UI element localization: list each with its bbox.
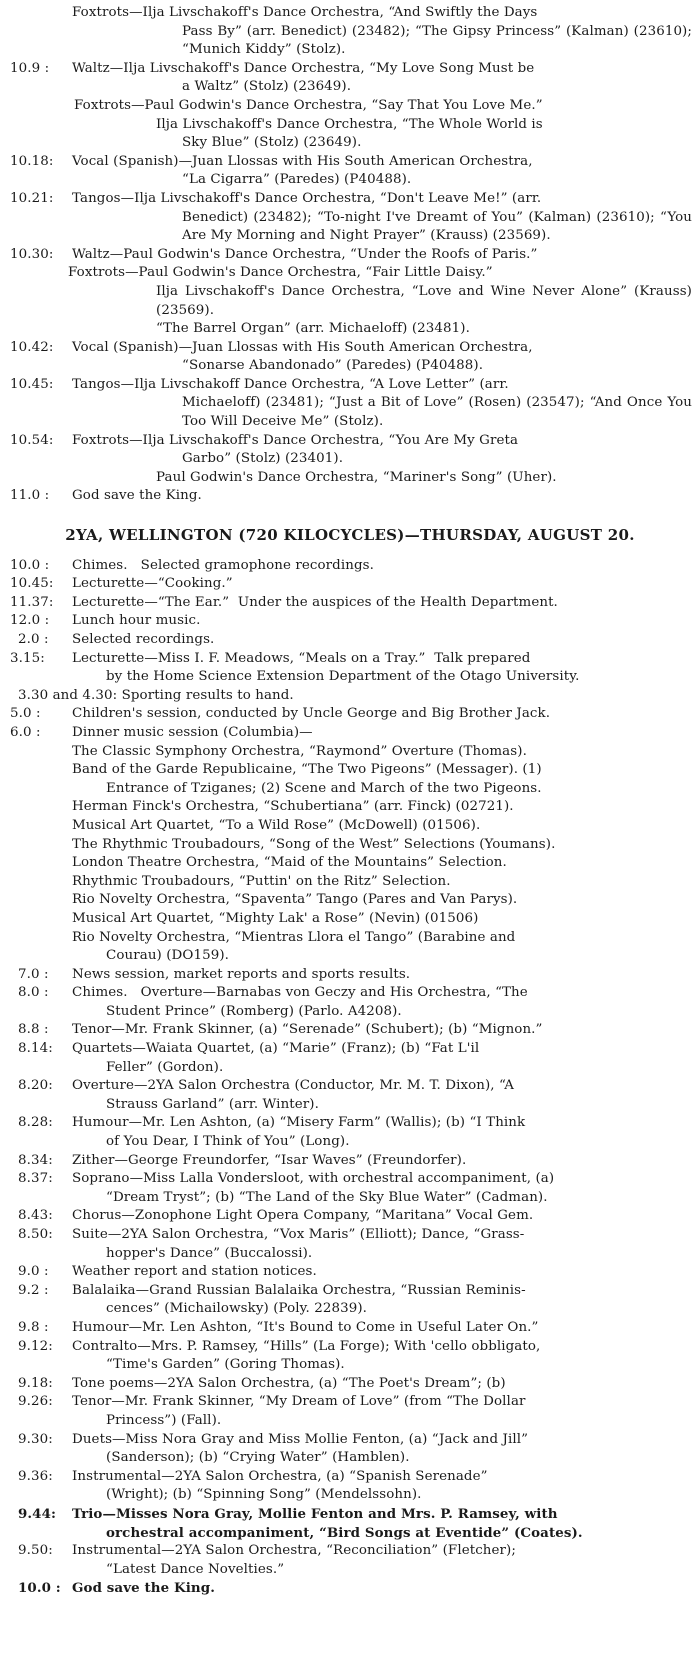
program-entry [0, 612, 700, 631]
entry-time: 3.15: [10, 650, 45, 666]
entry-time: 9.2 : [18, 1282, 49, 1298]
entry-time: 8.28: [18, 1115, 53, 1131]
program-entry [0, 1077, 700, 1114]
entry-line: Chimes. Overture—Barnabas von Geczy and His Orchestra, “The [72, 985, 528, 1001]
program-entry [0, 1393, 700, 1430]
entry-line: “Time's Garden” (Goring Thomas). [106, 1357, 345, 1373]
program-section [0, 557, 700, 1598]
entry-line: Lunch hour music. [72, 613, 201, 629]
program-entry [0, 97, 700, 153]
entry-line: Balalaika—Grand Russian Balalaika Orchestra, “Russian Reminis- [72, 1282, 526, 1298]
entry-line: Lecturette—“The Ear.” Under the auspices of the Health Department. [72, 594, 558, 610]
program-entry [0, 575, 700, 594]
entry-line: “The Barrel Organ” (arr. Michaeloff) (23481). [156, 321, 470, 337]
entry-time: 7.0 : [18, 966, 49, 982]
list-item: Entrance of Tziganes; (2) Scene and March of the two Pigeons. [106, 780, 542, 796]
entry-time: 5.0 : [10, 706, 41, 722]
program-entry [0, 1338, 700, 1375]
entry-line: Sporting results to hand. [121, 687, 294, 703]
entry-line: Princess”) (Fall). [106, 1412, 222, 1428]
entry-time: 10.45: [10, 376, 54, 392]
entry-line: Tenor—Mr. Frank Skinner, “My Dream of Love” (from “The Dollar [72, 1394, 526, 1410]
list-item: Rhythmic Troubadours, “Puttin' on the Ritz” Selection. [72, 873, 451, 889]
program-entry [0, 1431, 700, 1468]
entry-line: “Latest Dance Novelties.” [106, 1561, 285, 1577]
entry-line: Selected recordings. [72, 632, 215, 647]
program-entry [0, 1579, 700, 1598]
entry-line: Pass By” (arr. Benedict) (23482); “The Gipsy Princess” (Kalman) (23610); “Munich Kiddy” (Stolz). [182, 23, 692, 58]
station-heading: 2YA, WELLINGTON (720 KILOCYCLES)—THURSDAY, AUGUST 20. [65, 526, 635, 545]
program-entry [0, 1505, 700, 1542]
program-entry [0, 1152, 700, 1171]
entry-line: Benedict) (23482); “To-night I've Dreamt of You” (Kalman) (23610); “You Are My Morning and Night Prayer” (Krauss) (23569). [182, 209, 692, 244]
list-item: London Theatre Orchestra, “Maid of the Mountains” Selection. [72, 855, 507, 871]
entry-time: 10.30: [10, 246, 54, 262]
program-entry [0, 190, 700, 246]
program-entry [0, 246, 700, 339]
list-item: Band of the Garde Republicaine, “The Two Pigeons” (Messager). (1) [72, 762, 542, 778]
entry-line: Paul Godwin's Dance Orchestra, “Mariner's Song” (Uher). [156, 469, 557, 485]
program-entry [0, 594, 700, 613]
list-item: Herman Finck's Orchestra, “Schubertiana” (arr. Finck) (02721). [72, 799, 514, 815]
entry-time: 11.0 : [10, 488, 50, 504]
entry-line: Children's session, conducted by Uncle George and Big Brother Jack. [72, 706, 551, 722]
program-entry [0, 557, 700, 576]
entry-line: Tone poems—2YA Salon Orchestra, (a) “The Poet's Dream”; (b) [72, 1375, 506, 1391]
entry-time: 9.30: [18, 1431, 53, 1447]
entry-time: 8.50: [18, 1227, 53, 1242]
entry-line: Lecturette—Miss I. F. Meadows, “Meals on a Tray.” Talk prepared [72, 650, 531, 666]
entry-line: Humour—Mr. Len Ashton, “It's Bound to Come in Useful Later On.” [72, 1319, 539, 1335]
list-item: Musical Art Quartet, “Mighty Lak' a Rose” (Nevin) (01506) [72, 910, 479, 926]
entry-line: Foxtrots—Paul Godwin's Dance Orchestra, “Say That You Love Me.” [74, 97, 543, 113]
entry-time: 11.37: [10, 594, 54, 610]
program-entry [0, 1282, 700, 1319]
entry-time: 10.54: [10, 432, 54, 448]
entry-line: Foxtrots—Ilja Livschakoff's Dance Orchestra, “You Are My Greta [72, 432, 519, 448]
entry-line: Lecturette—“Cooking.” [72, 576, 233, 592]
entry-line: Tangos—Ilja Livschakoff's Dance Orchestra, “Don't Leave Me!” (arr. [72, 190, 542, 206]
entry-time: 9.18: [18, 1375, 53, 1391]
program-entry [0, 432, 700, 488]
entry-line: Instrumental—2YA Salon Orchestra, (a) “Spanish Serenade” [72, 1468, 488, 1484]
program-entry [0, 1226, 700, 1263]
program-entry [0, 724, 700, 966]
program-entry [0, 1468, 700, 1505]
entry-time: 10.0 : [18, 1580, 61, 1597]
entry-time: 6.0 : [10, 724, 41, 740]
entry-line: Michaeloff) (23481); “Just a Bit of Love” (Rosen) (23547); “And Once You Too Will Deceive Me” (Stolz). [182, 395, 692, 430]
entry-time: 9.36: [18, 1468, 53, 1484]
entry-line: God save the King. [72, 1580, 215, 1597]
continuation-section [0, 0, 700, 506]
program-entry [0, 687, 700, 706]
entry-line: Waltz—Paul Godwin's Dance Orchestra, “Under the Roofs of Paris.” [72, 246, 538, 262]
entry-time: 8.20: [18, 1078, 53, 1094]
entry-line: of You Dear, I Think of You” (Long). [106, 1134, 350, 1150]
entry-time: 10.18: [10, 153, 54, 169]
entry-time: 10.42: [10, 339, 54, 355]
entry-line: hopper's Dance” (Buccalossi). [106, 1245, 313, 1261]
entry-line: Foxtrots—Paul Godwin's Dance Orchestra, “Fair Little Daisy.” [68, 265, 493, 281]
entry-line: God save the King. [72, 488, 202, 504]
entry-line: News session, market reports and sports results. [72, 966, 411, 982]
program-entry [0, 487, 700, 506]
entry-line: Vocal (Spanish)—Juan Llossas with His South American Orchestra, [72, 153, 533, 169]
program-entry [0, 631, 700, 650]
entry-time: 8.14: [18, 1041, 53, 1057]
entry-line: “Sonarse Abandonado” (Paredes) (P40488). [182, 358, 484, 374]
entry-line: Suite—2YA Salon Orchestra, “Vox Maris” (Elliott); Dance, “Grass- [72, 1227, 525, 1242]
entry-line: Chorus—Zonophone Light Opera Company, “Maritana” Vocal Gem. [72, 1208, 534, 1224]
entry-time: 8.0 : [18, 985, 49, 1001]
entry-line: Duets—Miss Nora Gray and Miss Mollie Fenton, (a) “Jack and Jill” [72, 1431, 529, 1447]
program-entry [0, 1021, 700, 1040]
entry-time: 9.26: [18, 1394, 53, 1410]
entry-line: by the Home Science Extension Department of the Otago University. [106, 669, 580, 685]
entry-time: 8.37: [18, 1171, 53, 1187]
program-entry [0, 1170, 700, 1207]
entry-line: Feller” (Gordon). [106, 1059, 224, 1075]
list-item: The Classic Symphony Orchestra, “Raymond” Overture (Thomas). [72, 743, 527, 759]
entry-line: Ilja Livschakoff's Dance Orchestra, “The Whole World is [156, 116, 543, 132]
entry-time: 9.44: [18, 1505, 57, 1522]
list-item: Courau) (DO159). [106, 948, 229, 964]
entry-time: 8.34: [18, 1152, 53, 1168]
entry-line: Instrumental—2YA Salon Orchestra, “Reconciliation” (Fletcher); [72, 1543, 516, 1559]
program-entry [0, 966, 700, 985]
entry-time: 12.0 : [10, 613, 50, 629]
entry-time: 10.21: [10, 190, 54, 206]
program-entry [0, 650, 700, 687]
entry-line: Waltz—Ilja Livschakoff's Dance Orchestra, “My Love Song Must be [72, 60, 535, 76]
entry-line: Sky Blue” (Stolz) (23649). [182, 135, 362, 151]
program-entry [0, 1263, 700, 1282]
entry-line: Overture—2YA Salon Orchestra (Conductor, Mr. M. T. Dixon), “A [72, 1078, 515, 1094]
entry-line: Tenor—Mr. Frank Skinner, (a) “Serenade” (Schubert); (b) “Mignon.” [72, 1022, 543, 1038]
program-entry [0, 376, 700, 432]
entry-line: Chimes. Selected gramophone recordings. [72, 557, 374, 573]
list-item: Rio Novelty Orchestra, “Mientras Llora el Tango” (Barabine and [72, 929, 516, 945]
entry-line: (Wright); (b) “Spinning Song” (Mendelssohn). [106, 1487, 422, 1503]
entry-line: Soprano—Miss Lalla Vondersloot, with orchestral accompaniment, (a) [72, 1171, 555, 1187]
program-entry [0, 153, 700, 190]
entry-line: Foxtrots—Ilja Livschakoff's Dance Orchestra, “And Swiftly the Days [72, 5, 538, 20]
entry-line: a Waltz” (Stolz) (23649). [182, 79, 352, 95]
entry-line: Vocal (Spanish)—Juan Llossas with His South American Orchestra, [72, 339, 533, 355]
program-entry [0, 60, 700, 97]
program-entry [0, 1375, 700, 1394]
entry-line: Ilja Livschakoff's Dance Orchestra, “Love and Wine Never Alone” (Krauss) (23569). [156, 283, 692, 318]
entry-line: Strauss Garland” (arr. Winter). [106, 1096, 319, 1112]
entry-time: 9.12: [18, 1338, 53, 1354]
program-entry [0, 4, 700, 60]
entry-time: 10.45: [10, 576, 54, 592]
entry-line: Contralto—Mrs. P. Ramsey, “Hills” (La Forge); With 'cello obbligato, [72, 1338, 541, 1354]
entry-line: “La Cigarra” (Paredes) (P40488). [182, 172, 412, 188]
entry-line: Quartets—Waiata Quartet, (a) “Marie” (Franz); (b) “Fat L'il [72, 1041, 480, 1057]
entry-line: Student Prince” (Romberg) (Parlo. A4208). [106, 1003, 402, 1019]
entry-time: 9.0 : [18, 1264, 49, 1280]
list-item: Musical Art Quartet, “To a Wild Rose” (McDowell) (01506). [72, 817, 481, 833]
entry-line: Tangos—Ilja Livschakoff Dance Orchestra, “A Love Letter” (arr. [72, 376, 509, 392]
program-entry [0, 984, 700, 1021]
program-entry [0, 1319, 700, 1338]
entry-time: 8.8 : [18, 1022, 49, 1038]
entry-line: Garbo” (Stolz) (23401). [182, 451, 344, 467]
entry-line: orchestral accompaniment, “Bird Songs at Eventide” (Coates). [106, 1524, 583, 1541]
program-entry [0, 1114, 700, 1151]
entry-time: 9.8 : [18, 1319, 49, 1335]
entry-line: cences” (Michailowsky) (Poly. 22839). [106, 1301, 368, 1317]
program-entry [0, 705, 700, 724]
entry-time: 2.0 : [18, 632, 49, 647]
entry-line: (Sanderson); (b) “Crying Water” (Hamblen). [106, 1450, 410, 1466]
entry-time: 10.0 : [10, 557, 50, 573]
list-item: Rio Novelty Orchestra, “Spaventa” Tango (Pares and Van Parys). [72, 892, 518, 908]
entry-time: 10.9 : [10, 60, 50, 76]
entry-line: Humour—Mr. Len Ashton, (a) “Misery Farm” (Wallis); (b) “I Think [72, 1115, 526, 1131]
program-entry [0, 1542, 700, 1579]
entry-line: “Dream Tryst”; (b) “The Land of the Sky Blue Water” (Cadman). [106, 1189, 548, 1205]
list-item: The Rhythmic Troubadours, “Song of the West” Selections (Youmans). [72, 836, 556, 852]
entry-time: 8.43: [18, 1208, 53, 1224]
entry-time: 9.50: [18, 1543, 53, 1559]
program-entry [0, 1207, 700, 1226]
entry-line: Zither—George Freundorfer, “Isar Waves” (Freundorfer). [72, 1152, 467, 1168]
entry-time: 3.30 and 4.30: [18, 687, 118, 703]
program-entry [0, 1040, 700, 1077]
entry-line: Trio—Misses Nora Gray, Mollie Fenton and Mrs. P. Ramsey, with [72, 1505, 558, 1522]
entry-line: Weather report and station notices. [72, 1264, 317, 1280]
entry-line: Dinner music session (Columbia)— [72, 724, 313, 740]
program-entry [0, 339, 700, 376]
